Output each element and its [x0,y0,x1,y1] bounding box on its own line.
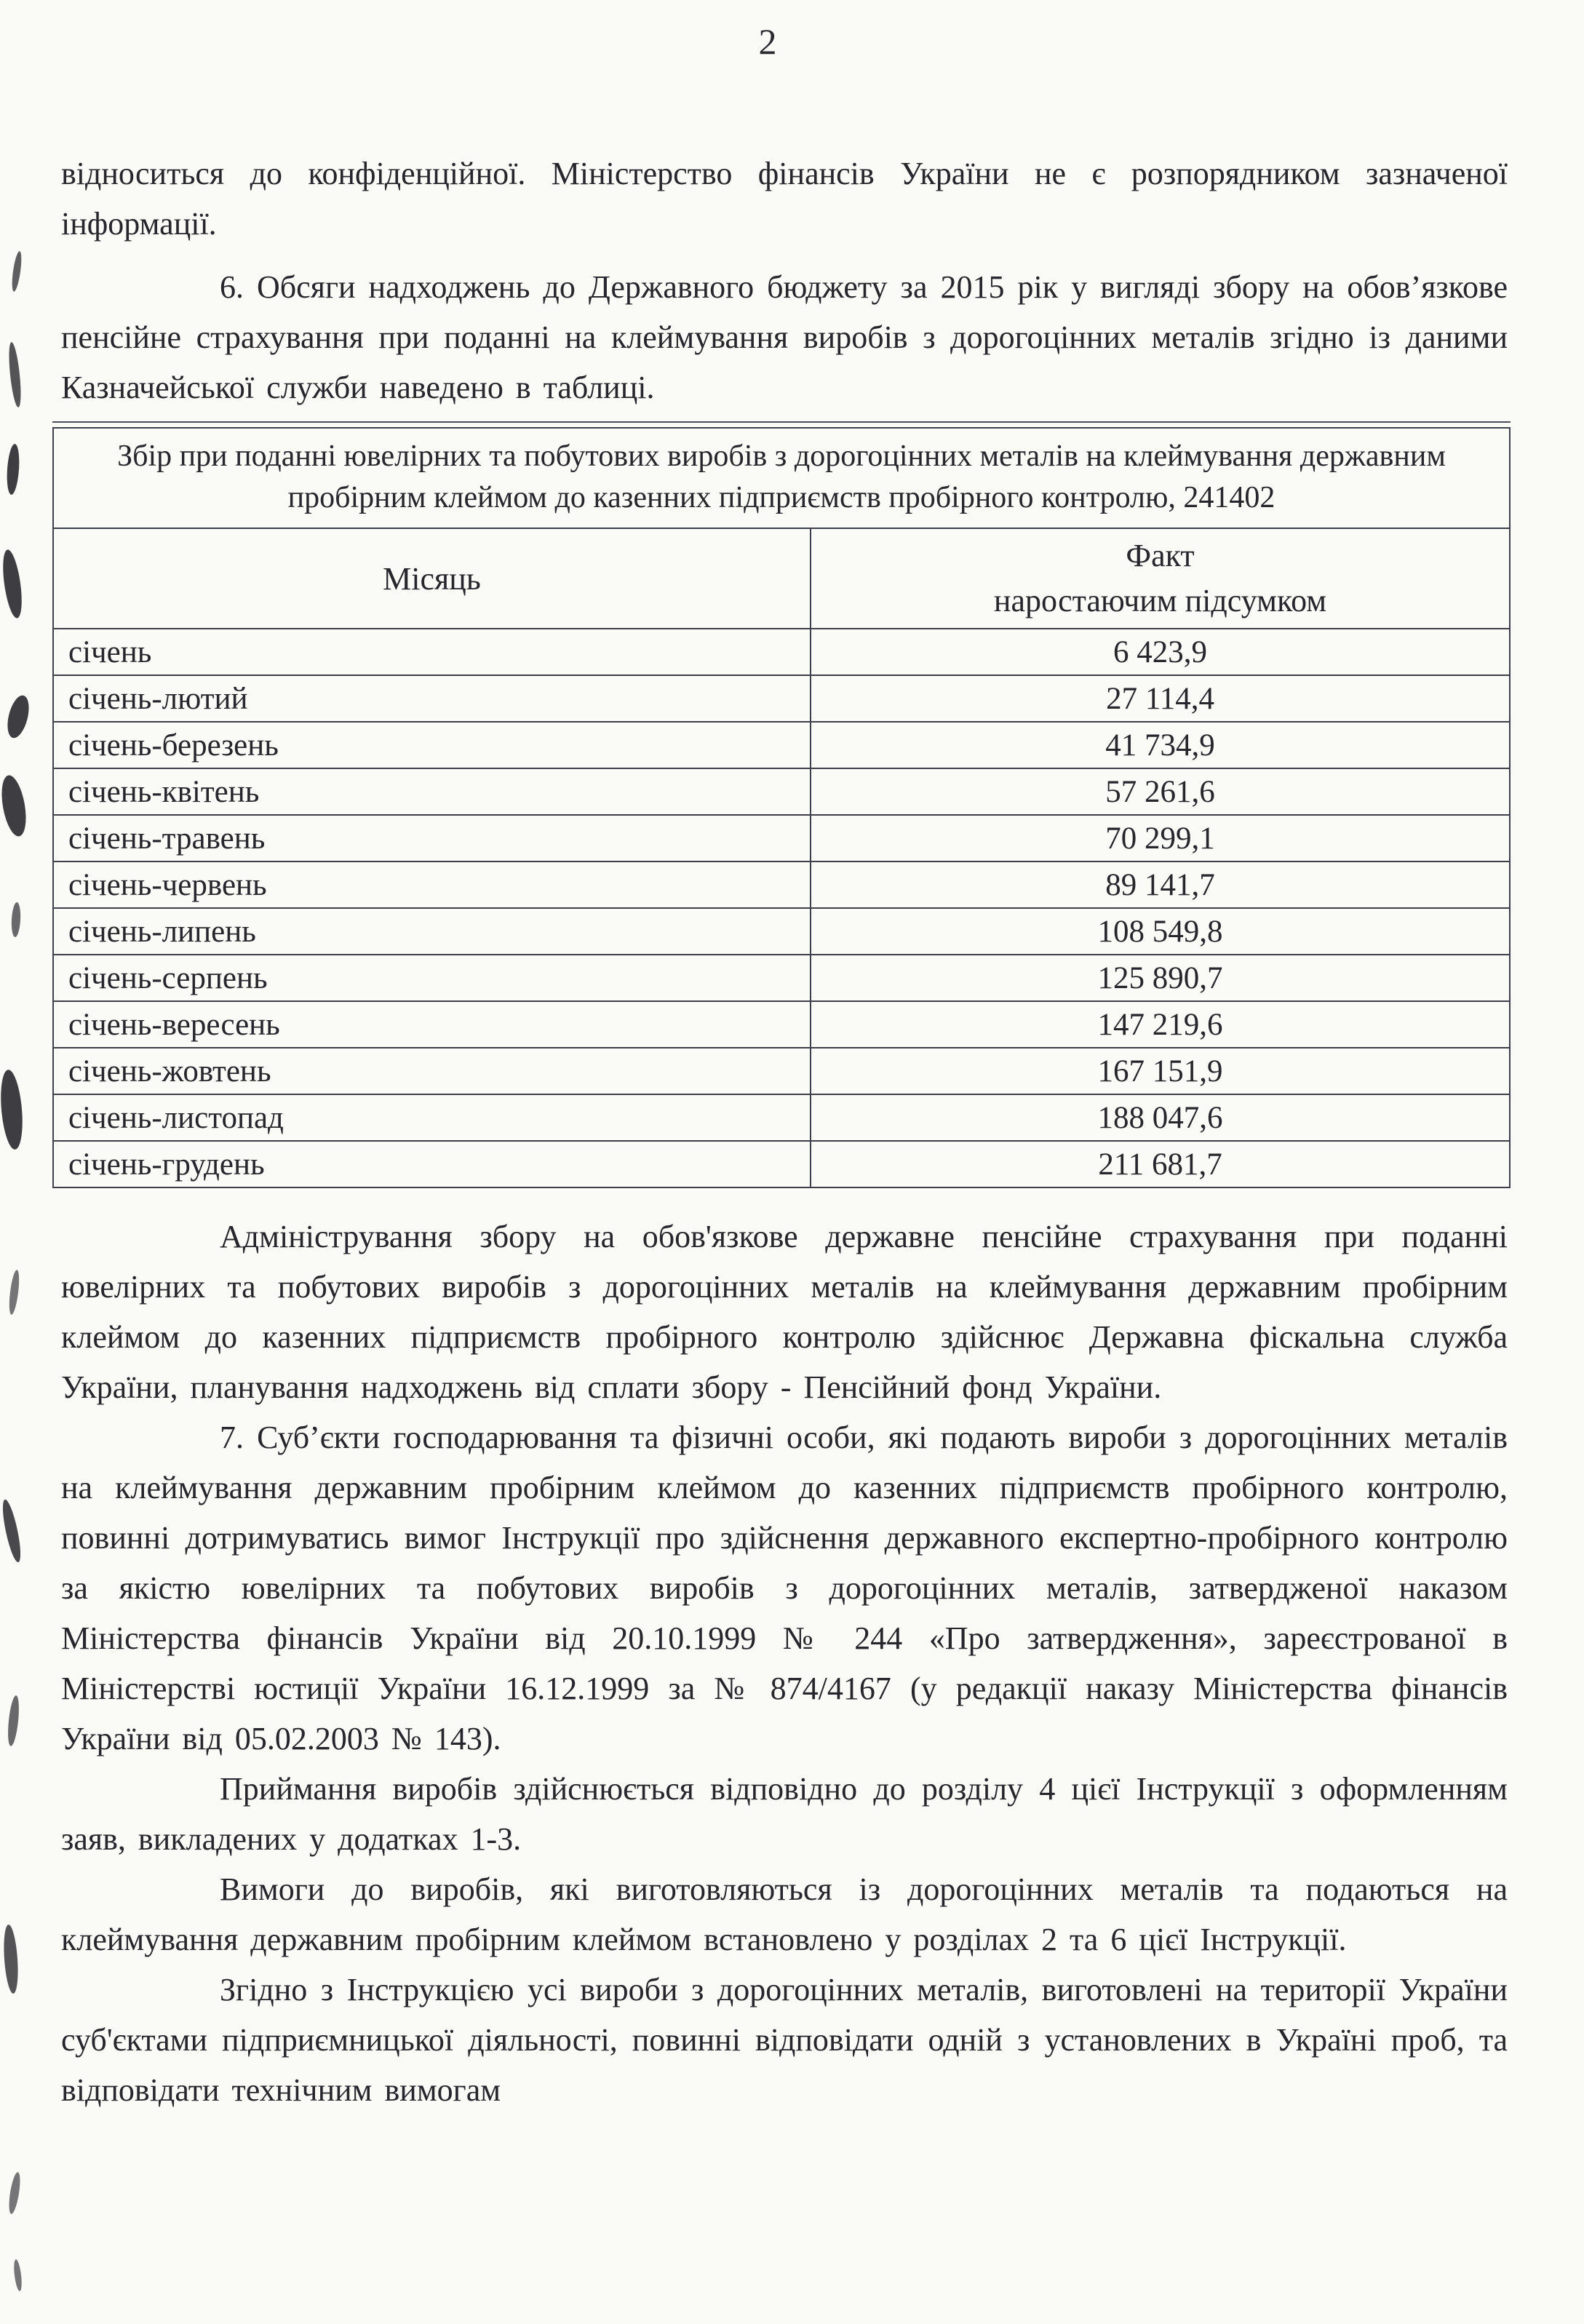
levy-receipts-table [52,427,1511,1188]
table-row [53,722,1510,768]
table-row [53,955,1510,1001]
scan-artifact [0,1069,25,1150]
value-cell: 41 734,9 [811,722,1510,768]
month-cell: січень-листопад [53,1094,811,1141]
month-cell: січень-липень [53,908,811,955]
scan-artifact [0,773,30,838]
month-cell: січень-квітень [53,768,811,815]
table-row [53,1141,1510,1187]
table-row [53,1001,1510,1048]
value-cell: 188 047,6 [811,1094,1510,1141]
month-cell: січень-червень [53,861,811,908]
value-cell: 211 681,7 [811,1141,1510,1187]
scan-artifact [0,1498,24,1563]
paragraph-administration: Адміністрування збору на обов'язкове державне пенсійне страхування при поданні ювелірних та побутових виробів з дорогоцінних металів на клеймування державним пробірним клеймом до казенних підприємств пробірного контролю здійснює Державна фіскальна служба України, планування надходжень від сплати збору - Пенсійний фонд України. [61,1219,1508,1405]
value-cell: 57 261,6 [811,768,1510,815]
scan-artifact [4,693,33,741]
month-cell: січень-вересень [53,1001,811,1048]
month-cell: січень-березень [53,722,811,768]
month-cell: січень [53,629,811,675]
table-row [53,1094,1510,1141]
column-header-month: Місяць [53,528,811,629]
scan-artifact [7,1270,20,1316]
scan-artifact [2,1924,20,1994]
table-row [53,675,1510,722]
value-cell: 6 423,9 [811,629,1510,675]
month-cell: січень-лютий [53,675,811,722]
scan-artifact [7,342,23,408]
value-cell: 108 549,8 [811,908,1510,955]
table-caption: Збір при поданні ювелірних та побутових виробів з дорогоцінних металів на клеймування державним пробірним клеймом до казенних підприємств пробірного контролю, 241402 [53,428,1510,528]
scan-artifact [7,2171,23,2214]
paragraph-acceptance: Приймання виробів здійснюється відповідно до розділу 4 цієї Інструкції з оформленням заяв, викладених у додатках 1-3. [61,1771,1508,1857]
value-cell: 89 141,7 [811,861,1510,908]
scan-artifact [6,1695,20,1747]
scan-artifact [11,902,21,938]
paragraph-requirements: Вимоги до виробів, які виготовляються із дорогоцінних металів та подаються на клеймування державним пробірним клеймом встановлено у розділах 2 та 6 цієї Інструкції. [61,1871,1508,1957]
value-cell: 147 219,6 [811,1001,1510,1048]
table-row [53,861,1510,908]
scan-artifact [6,444,21,496]
column-header-fact [811,528,1510,629]
paragraph-instruction-compliance: Згідно з Інструкцією усі вироби з дорогоцінних металів, виготовлені на території України суб'єктами підприємницької діяльності, повинні відповідати одній з установлених в Україні проб, та відповідати технічним вимогам [61,1972,1508,2108]
column-header-fact-line1: Факт [1126,538,1195,573]
column-header-fact-line2: наростаючим підсумком [993,583,1327,618]
table-row [53,1048,1510,1094]
value-cell: 125 890,7 [811,955,1510,1001]
paragraph-7-business-entities: 7. Суб’єкти господарювання та фізичні особи, які подають вироби з дорогоцінних металів на клеймування державним пробірним клеймом до казенних підприємств пробірного контролю, повинні дотримуватись вимог Інструкції про здійснення державного експертно-пробірного контролю за якістю ювелірних та побутових виробів з дорогоцінних металів, затвердженої наказом Міністерства фінансів України від 20.10.1999 № 244 «Про затвердження», зареєстрованої в Міністерстві юстиції України 16.12.1999 за № 874/4167 (у редакції наказу Міністерства фінансів України від 05.02.2003 № 143). [61,1420,1508,1756]
paragraph-6-budget-receipts: 6. Обсяги надходжень до Державного бюджету за 2015 рік у вигляді збору на обов’язкове пенсійне страхування при поданні на клеймування виробів з дорогоцінних металів згідно із даними Казначейської служби наведено в таблиці. [61,269,1508,405]
document-body [61,148,1508,2115]
month-cell: січень-грудень [53,1141,811,1187]
table-row [53,629,1510,675]
paragraph-confidentiality: відноситься до конфіденційної. Міністерство фінансів України не є розпорядником зазначеної інформації. [61,156,1508,242]
table-row [53,768,1510,815]
table-header-row [53,528,1510,629]
month-cell: січень-серпень [53,955,811,1001]
value-cell: 70 299,1 [811,815,1510,861]
value-cell: 167 151,9 [811,1048,1510,1094]
scan-artifact [0,549,25,619]
month-cell: січень-травень [53,815,811,861]
table-row [53,815,1510,861]
page-number: 2 [758,21,777,62]
levy-table-wrapper [52,421,1511,1188]
scan-artifact [10,251,23,293]
month-cell: січень-жовтень [53,1048,811,1094]
table-row [53,908,1510,955]
value-cell: 27 114,4 [811,675,1510,722]
scan-artifact [12,2259,23,2292]
table-caption-row [53,428,1510,528]
